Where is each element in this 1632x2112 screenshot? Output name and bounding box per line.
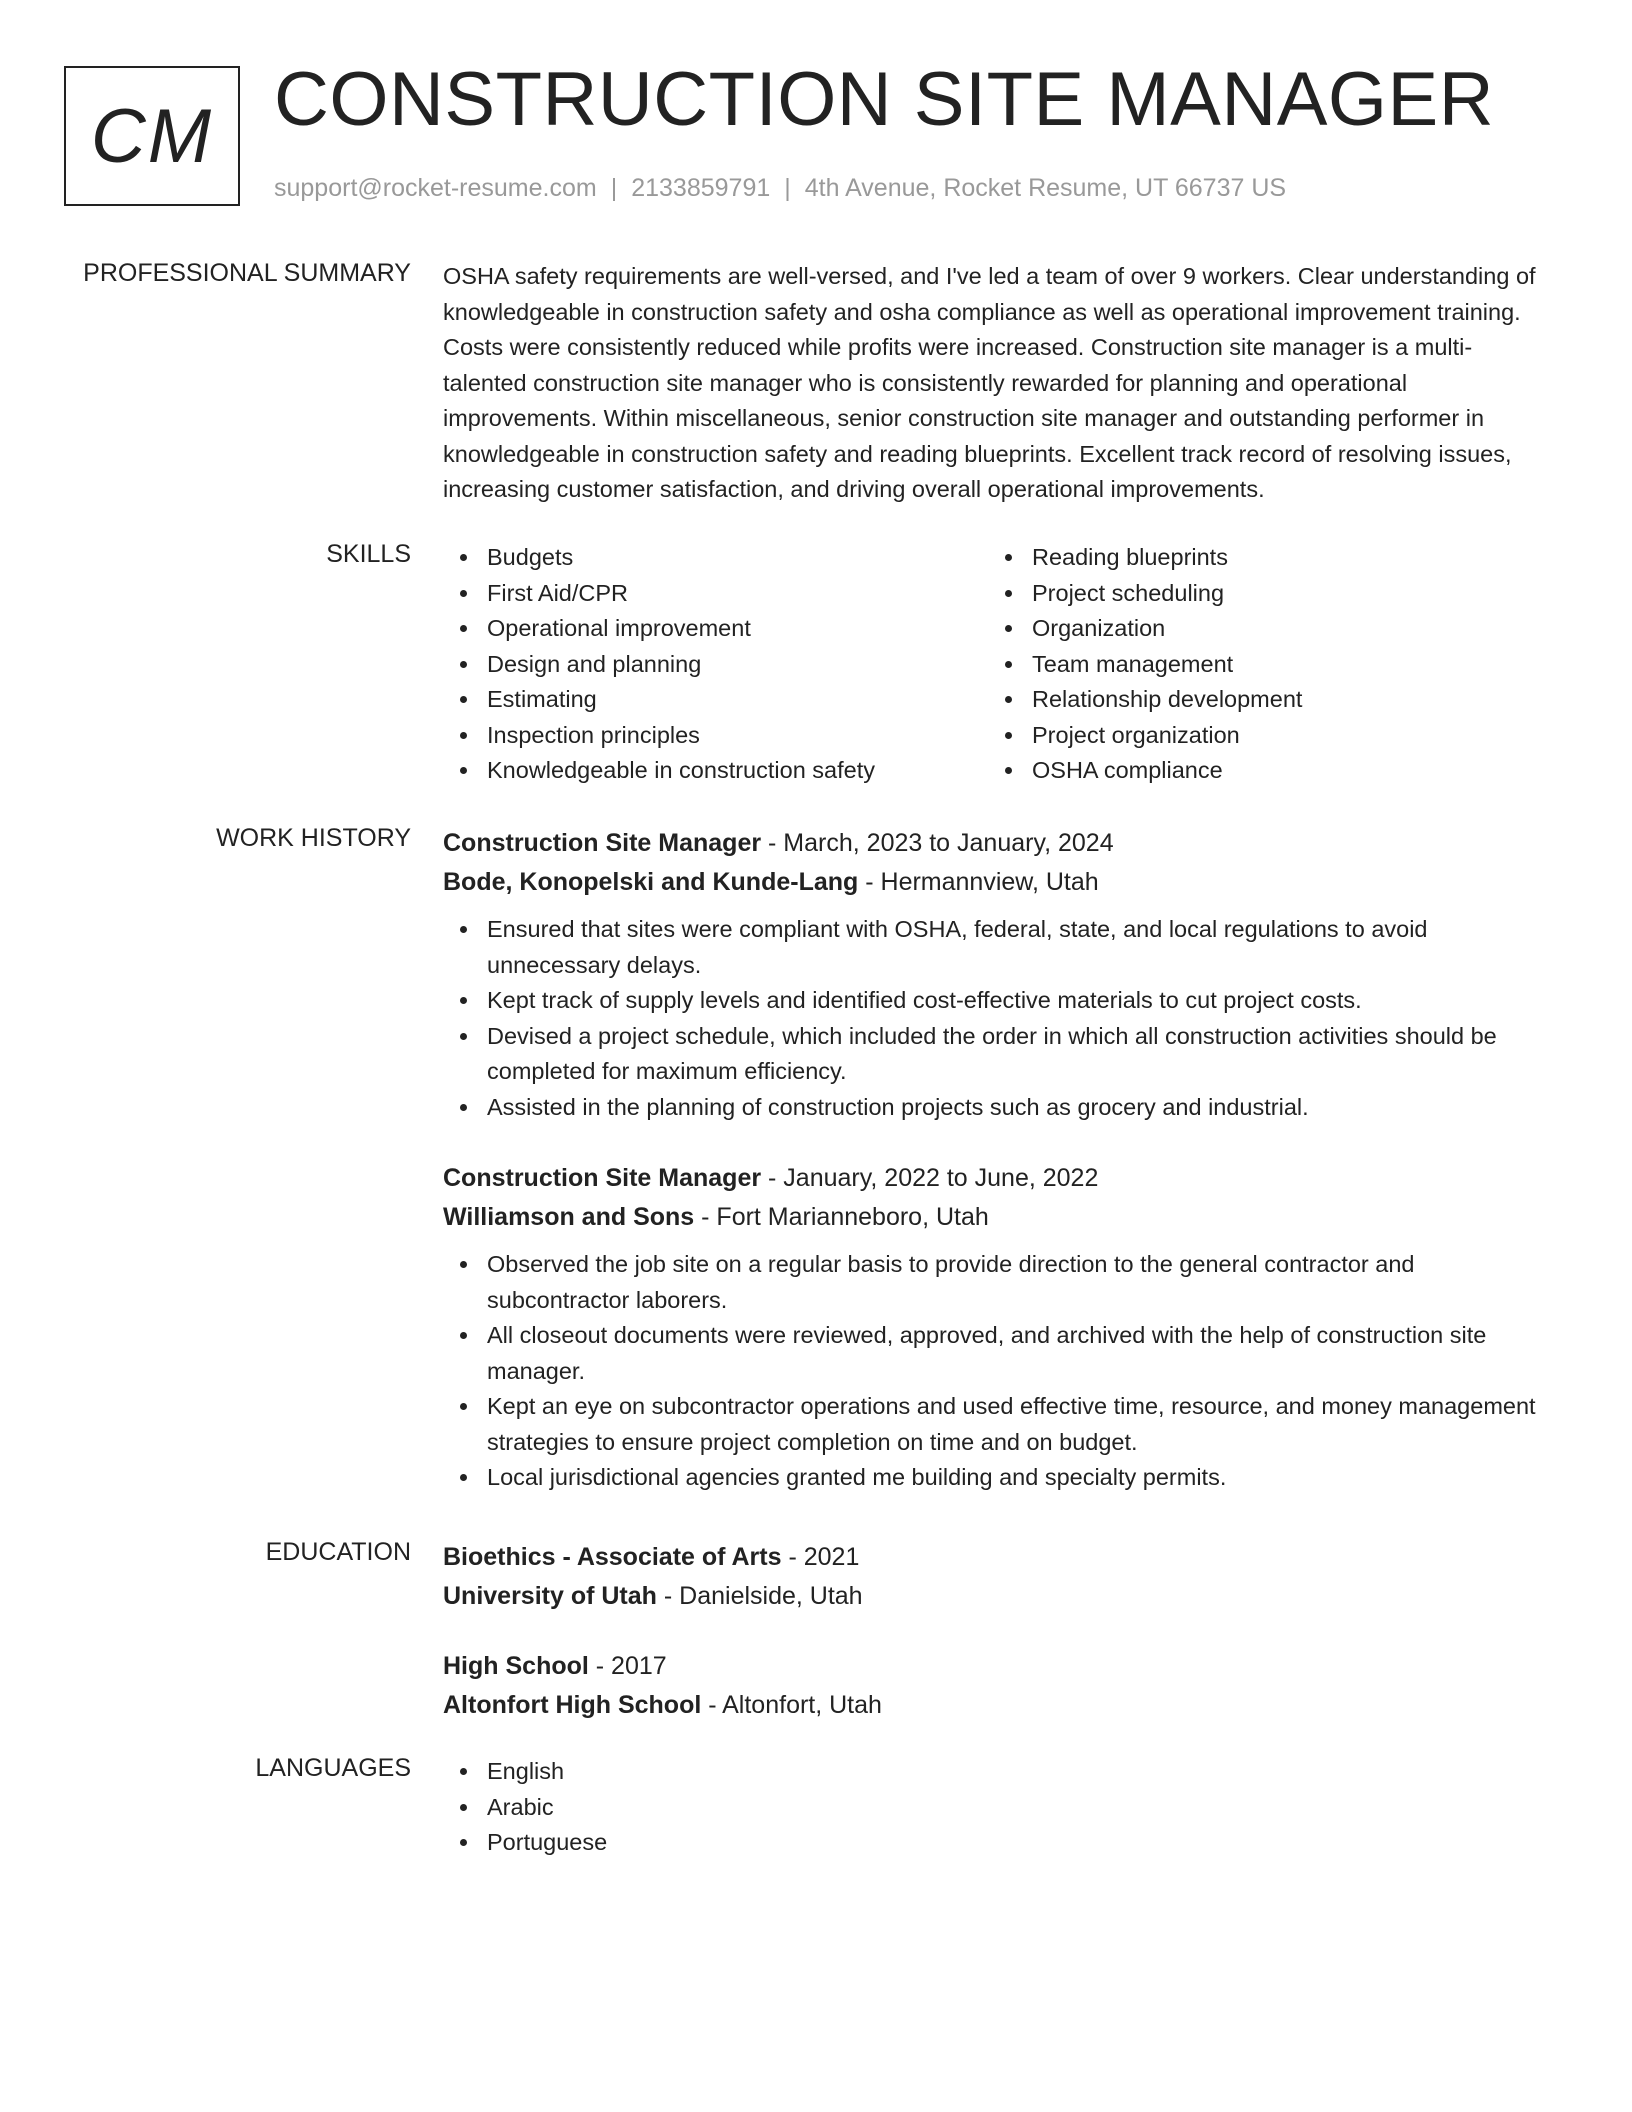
job-entry <box>443 1159 1553 1496</box>
job-entry <box>443 824 1553 1125</box>
education-year: - 2017 <box>588 1652 667 1680</box>
skills-list-left <box>443 540 988 789</box>
skill-item: Project organization <box>988 718 1533 754</box>
job-dates: - March, 2023 to January, 2024 <box>761 829 1114 857</box>
job-location: - Hermannview, Utah <box>858 868 1099 896</box>
job-bullet: Devised a project schedule, which included the order in which all construction activities should be completed for maximum efficiency. <box>443 1019 1553 1090</box>
skill-item: OSHA compliance <box>988 753 1533 789</box>
skills-heading: SKILLS <box>326 540 411 568</box>
summary-text: OSHA safety requirements are well-versed, and I've led a team of over 9 workers. Clear understanding of knowledgeable in construction safety and osha compliance as well as operational improvement training. Costs were consistently reduced while profits were increased. Construction site manager is a multi-talented construction site manager who is consistently rewarded for planning and operational improvements. Within miscellaneous, senior construction site manager and outstanding performer in knowledgeable in construction safety and reading blueprints. Excellent track record of resolving issues, increasing customer satisfaction, and driving overall operational improvements. <box>443 263 1536 502</box>
job-dates: - January, 2022 to June, 2022 <box>761 1164 1099 1192</box>
skill-item: Project scheduling <box>988 576 1533 612</box>
education-degree-line <box>443 1647 1553 1686</box>
job-title-line <box>443 1159 1553 1198</box>
skill-item: Budgets <box>443 540 988 576</box>
language-item: Portuguese <box>443 1825 1553 1861</box>
education-heading: EDUCATION <box>265 1538 411 1566</box>
skill-item: Inspection principles <box>443 718 988 754</box>
job-company-line <box>443 863 1553 902</box>
job-company-line <box>443 1198 1553 1237</box>
language-item: English <box>443 1754 1553 1790</box>
skill-item: Operational improvement <box>443 611 988 647</box>
job-bullets <box>443 1247 1553 1496</box>
languages-list <box>443 1754 1553 1861</box>
job-role: Construction Site Manager <box>443 829 762 857</box>
education-degree: Bioethics - Associate of Arts <box>443 1543 782 1571</box>
skill-item: Organization <box>988 611 1533 647</box>
education-school: University of Utah <box>443 1582 657 1610</box>
work-heading: WORK HISTORY <box>216 824 411 852</box>
education-school-line <box>443 1577 1553 1616</box>
contact-separator: | <box>610 174 618 202</box>
job-bullet: Kept an eye on subcontractor operations and used effective time, resource, and money management strategies to ensure project completion on time and on budget. <box>443 1389 1553 1460</box>
education-school-line <box>443 1686 1553 1725</box>
monogram-logo: CM <box>64 66 240 206</box>
job-role: Construction Site Manager <box>443 1164 762 1192</box>
job-bullet: Ensured that sites were compliant with OSHA, federal, state, and local regulations to avoid unnecessary delays. <box>443 912 1553 983</box>
job-bullet: Observed the job site on a regular basis to provide direction to the general contractor and subcontractor laborers. <box>443 1247 1553 1318</box>
contact-address: 4th Avenue, Rocket Resume, UT 66737 US <box>804 174 1287 202</box>
contact-email: support@rocket-resume.com <box>274 174 597 202</box>
contact-line <box>274 174 1286 203</box>
skill-item: Estimating <box>443 682 988 718</box>
job-bullet: Assisted in the planning of construction projects such as grocery and industrial. <box>443 1090 1553 1126</box>
resume-title: CONSTRUCTION SITE MANAGER <box>274 57 1495 142</box>
job-bullet: All closeout documents were reviewed, approved, and archived with the help of construction site manager. <box>443 1318 1553 1389</box>
job-bullets <box>443 912 1553 1125</box>
job-bullet: Kept track of supply levels and identified cost-effective materials to cut project costs. <box>443 983 1553 1019</box>
education-location: - Altonfort, Utah <box>701 1691 882 1719</box>
education-degree-line <box>443 1538 1553 1577</box>
contact-phone: 2133859791 <box>631 174 771 202</box>
languages-heading: LANGUAGES <box>255 1754 411 1782</box>
skill-item: First Aid/CPR <box>443 576 988 612</box>
education-location: - Danielside, Utah <box>656 1582 863 1610</box>
skill-item: Knowledgeable in construction safety <box>443 753 988 789</box>
job-company: Bode, Konopelski and Kunde-Lang <box>443 868 859 896</box>
skills-list-right <box>988 540 1533 789</box>
skill-item: Design and planning <box>443 647 988 683</box>
skill-item: Relationship development <box>988 682 1533 718</box>
job-bullet: Local jurisdictional agencies granted me building and specialty permits. <box>443 1460 1553 1496</box>
education-school: Altonfort High School <box>443 1691 702 1719</box>
education-entry <box>443 1538 1553 1616</box>
language-item: Arabic <box>443 1790 1553 1826</box>
skill-item: Reading blueprints <box>988 540 1533 576</box>
contact-separator: | <box>784 174 791 202</box>
job-company: Williamson and Sons <box>443 1203 695 1231</box>
job-location: - Fort Marianneboro, Utah <box>694 1203 989 1231</box>
skill-item: Team management <box>988 647 1533 683</box>
job-title-line <box>443 824 1553 863</box>
education-year: - 2021 <box>781 1543 860 1571</box>
education-entry <box>443 1647 1553 1725</box>
education-degree: High School <box>443 1652 589 1680</box>
summary-heading: PROFESSIONAL SUMMARY <box>83 259 411 287</box>
